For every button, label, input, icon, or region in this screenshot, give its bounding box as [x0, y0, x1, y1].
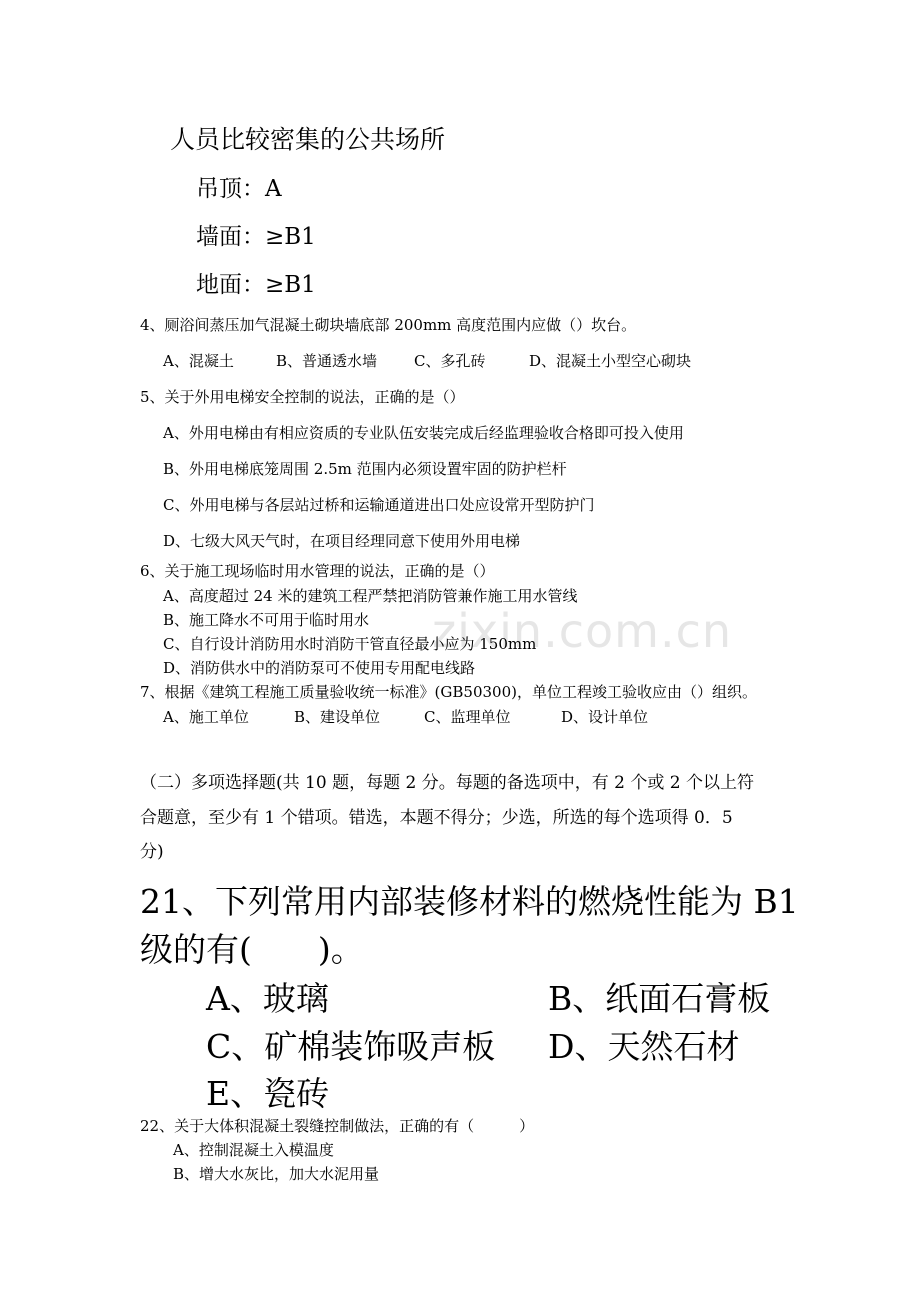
question-21-line-2: 级的有( )。 [140, 930, 364, 969]
question-7: 7、根据《建筑工程施工质量验收统一标准》(GB50300)，单位工程竣工验收应由（）组织。 [140, 683, 757, 701]
q21-option-e: E、瓷砖 [206, 1074, 330, 1113]
ceiling-rating: 吊顶：A [196, 176, 282, 202]
q7-option-b: B、建设单位 [294, 708, 381, 726]
question-22: 22、关于大体积混凝土裂缝控制做法，正确的有（ ） [140, 1117, 535, 1135]
q21-option-d: D、天然石材 [548, 1027, 740, 1066]
q22-option-b: B、增大水灰比，加大水泥用量 [173, 1165, 380, 1183]
question-6: 6、关于施工现场临时用水管理的说法，正确的是（） [140, 562, 495, 580]
q6-option-b: B、施工降水不可用于临时用水 [163, 611, 370, 629]
wall-rating: 墙面：≥B1 [196, 224, 316, 250]
section-intro-line-2: 合题意，至少有 1 个错项。错选，本题不得分；少选，所选的每个选项得 0．5 [140, 808, 733, 828]
q4-option-a: A、混凝土 [163, 352, 234, 370]
section-heading: 人员比较密集的公共场所 [170, 125, 446, 154]
q22-option-a: A、控制混凝土入模温度 [173, 1141, 334, 1159]
q7-option-c: C、监理单位 [424, 708, 511, 726]
q6-option-c: C、自行设计消防用水时消防干管直径最小应为 150mm [163, 635, 537, 653]
question-5: 5、关于外用电梯安全控制的说法，正确的是（） [140, 388, 465, 406]
q21-option-c: C、矿棉装饰吸声板 [206, 1027, 496, 1066]
q7-option-a: A、施工单位 [163, 708, 249, 726]
q21-option-b: B、纸面石膏板 [548, 979, 771, 1018]
q7-option-d: D、设计单位 [561, 708, 649, 726]
section-intro-line-1: （二）多项选择题(共 10 题，每题 2 分。每题的备选项中，有 2 个或 2 个以上符 [140, 773, 754, 793]
q6-option-d: D、消防供水中的消防泵可不使用专用配电线路 [163, 659, 476, 677]
q5-option-b: B、外用电梯底笼周围 2.5m 范围内必须设置牢固的防护栏杆 [163, 460, 567, 478]
floor-rating: 地面：≥B1 [196, 272, 316, 298]
q21-option-a: A、玻璃 [206, 979, 329, 1018]
q4-option-b: B、普通透水墙 [276, 352, 378, 370]
q5-option-c: C、外用电梯与各层站过桥和运输通道进出口处应设常开型防护门 [163, 496, 595, 514]
question-21-line-1: 21、下列常用内部装修材料的燃烧性能为 B1 [140, 882, 799, 921]
q4-option-d: D、混凝土小型空心砌块 [529, 352, 692, 370]
q5-option-d: D、七级大风天气时，在项目经理同意下使用外用电梯 [163, 532, 521, 550]
q6-option-a: A、高度超过 24 米的建筑工程严禁把消防管兼作施工用水管线 [163, 587, 578, 605]
question-4: 4、厕浴间蒸压加气混凝土砌块墙底部 200mm 高度范围内应做（）坎台。 [140, 316, 637, 334]
section-intro-line-3: 分) [140, 842, 164, 862]
q5-option-a: A、外用电梯由有相应资质的专业队伍安装完成后经监理验收合格即可投入使用 [163, 424, 684, 442]
q4-option-c: C、多孔砖 [414, 352, 486, 370]
watermark-text: zixin.com.cn [432, 604, 733, 658]
